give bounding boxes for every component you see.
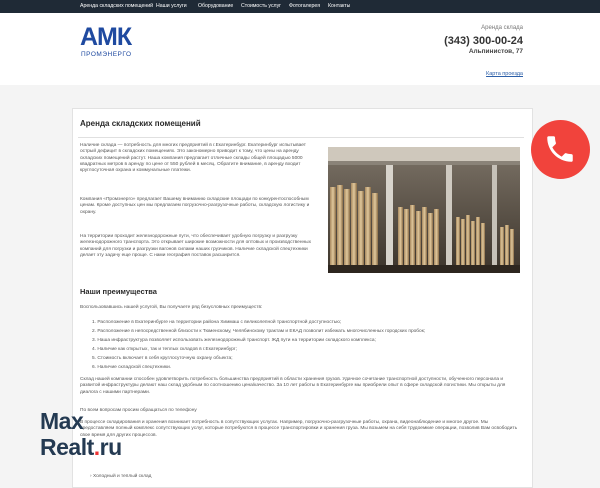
contact-label: Аренда склада xyxy=(481,25,523,31)
advantages-heading: Наши преимущества xyxy=(80,287,157,296)
advantage-item: 4. Наличие как открытых, так и теплых складов в г.Екатеринбург; xyxy=(92,347,238,352)
advantage-item: 2. Расположение в непосредственной близости к Тюменскому, Челябинскому трактам и ЕКАД позволит избежать многочисленных городских пробок; xyxy=(92,329,426,334)
contact-address: Альпинистов, 77 xyxy=(468,48,523,55)
company-logo[interactable] xyxy=(80,23,160,58)
advantage-item: 5. Стоимость включает в себя круглосуточную охрану объекта; xyxy=(92,356,233,361)
page-title: Аренда складских помещений xyxy=(80,119,201,128)
nav-item-warehouse-rent[interactable]: Аренда складских помещений xyxy=(80,3,154,9)
logo-sub: ПРОМЭНЕРГО xyxy=(81,51,132,58)
nav-item-equipment[interactable]: Оборудование xyxy=(198,3,234,9)
services-bullet xyxy=(90,474,290,480)
warehouse-photo xyxy=(328,147,520,273)
advantage-item: 3. Наша инфраструктура позволяет использовать железнодорожный транспорт. ЖД пути на территории складского комплекса; xyxy=(92,338,376,343)
nav-item-gallery[interactable]: Фотогалерея xyxy=(289,3,321,9)
site-header xyxy=(0,13,600,85)
advantages-intro: Воспользовавшись нашей услугой, Вы получаете ряд безусловных преимуществ: xyxy=(80,305,263,310)
advantage-item: 6. Наличие складской спецтехники. xyxy=(92,365,172,370)
nav-item-prices[interactable]: Стоимость услуг xyxy=(241,3,282,9)
watermark-tld: ru xyxy=(99,434,122,460)
services-paragraph: В процессе складирования и хранения возникает потребность в сопутствующих услугах. Например, погрузочно-разгрузочные работы, охрана, видеонаблюдение и многое другое. Мы предоставляем полный комплекс сопутствующих услуг, которые потребуются в процессе транспортировки и хранения груза. Мы возьмем на себя трудоемкие операции, позволив Вам освободить свое время для других процессов. xyxy=(80,420,518,438)
watermark-line2 xyxy=(40,434,122,461)
title-divider xyxy=(78,137,524,138)
phone-icon xyxy=(543,132,577,166)
intro-paragraph-2: Компания «Промэнерго» предлагает Вашему вниманию складские площади по конкурентоспособным ценам. Кроме доступных цен мы предлагаем погрузочно-разгрузочные работы, складскую логистику и охрану. xyxy=(80,197,310,215)
intro-paragraph-1: Наличие склада — потребность для многих предприятий в г.Екатеринбург. Екатеринбург испытывает острый дефицит в складских помещениях. Это закономерно приводит к тому, что цены на аренду складских помещений растут. Наша компания предлагает отличные склады общей площадью 5000 квадратных метров в аренду по цене от 550 рублей в месяц. Обратите внимание, в аренду входит круглосуточная охрана и коммунальные платежи. xyxy=(80,143,307,174)
intro-paragraph-3: На территории проходит железнодорожные пути, что обеспечивает удобную погрузку и разгрузку железнодорожного транспорта. Это открывает широкие возможности для оптовых и производственных компаний для погрузки и разгрузки вагонов силами наших грузчиков. Наличие складской спецтехники делает эту задачу еще проще. С нами география поставок расширится. xyxy=(80,234,311,258)
questions-line: По всем вопросам просим обращаться по телефону xyxy=(80,408,197,413)
advantage-item: 1. Расположение в Екатеринбурге на территории района Химмаш с великолепной транспортной доступностью; xyxy=(92,320,342,325)
watermark-dot: . xyxy=(93,434,100,460)
watermark-line1: Max xyxy=(40,408,84,434)
logo-main: АМК xyxy=(80,23,132,51)
closing-paragraph: Склад нашей компании способен удовлетворить потребность большинства предприятий в области хранения грузов. Удачное сочетание транспортной доступности, обученного персонала и развитой инфраструктуры делают наш склад удобным по соотношению цена/качество. За 10 лет работы в Екатеринбурге мы приобрели опыт в сфере складской логистики. Мы открыты для диалога с нашими партнерами. xyxy=(80,377,506,395)
nav-item-services[interactable]: Наши услуги xyxy=(156,3,187,9)
map-link[interactable]: Карта проезда xyxy=(486,71,523,77)
call-button[interactable] xyxy=(531,120,590,179)
nav-item-contacts[interactable]: Контакты xyxy=(328,3,351,9)
top-navigation xyxy=(0,0,600,13)
bullet-icon: › xyxy=(90,474,93,479)
contact-phone[interactable]: (343) 300-00-24 xyxy=(444,35,523,47)
bullet-label: Холодный и теплый склад xyxy=(92,474,152,479)
watermark-name: Realt xyxy=(40,434,94,460)
